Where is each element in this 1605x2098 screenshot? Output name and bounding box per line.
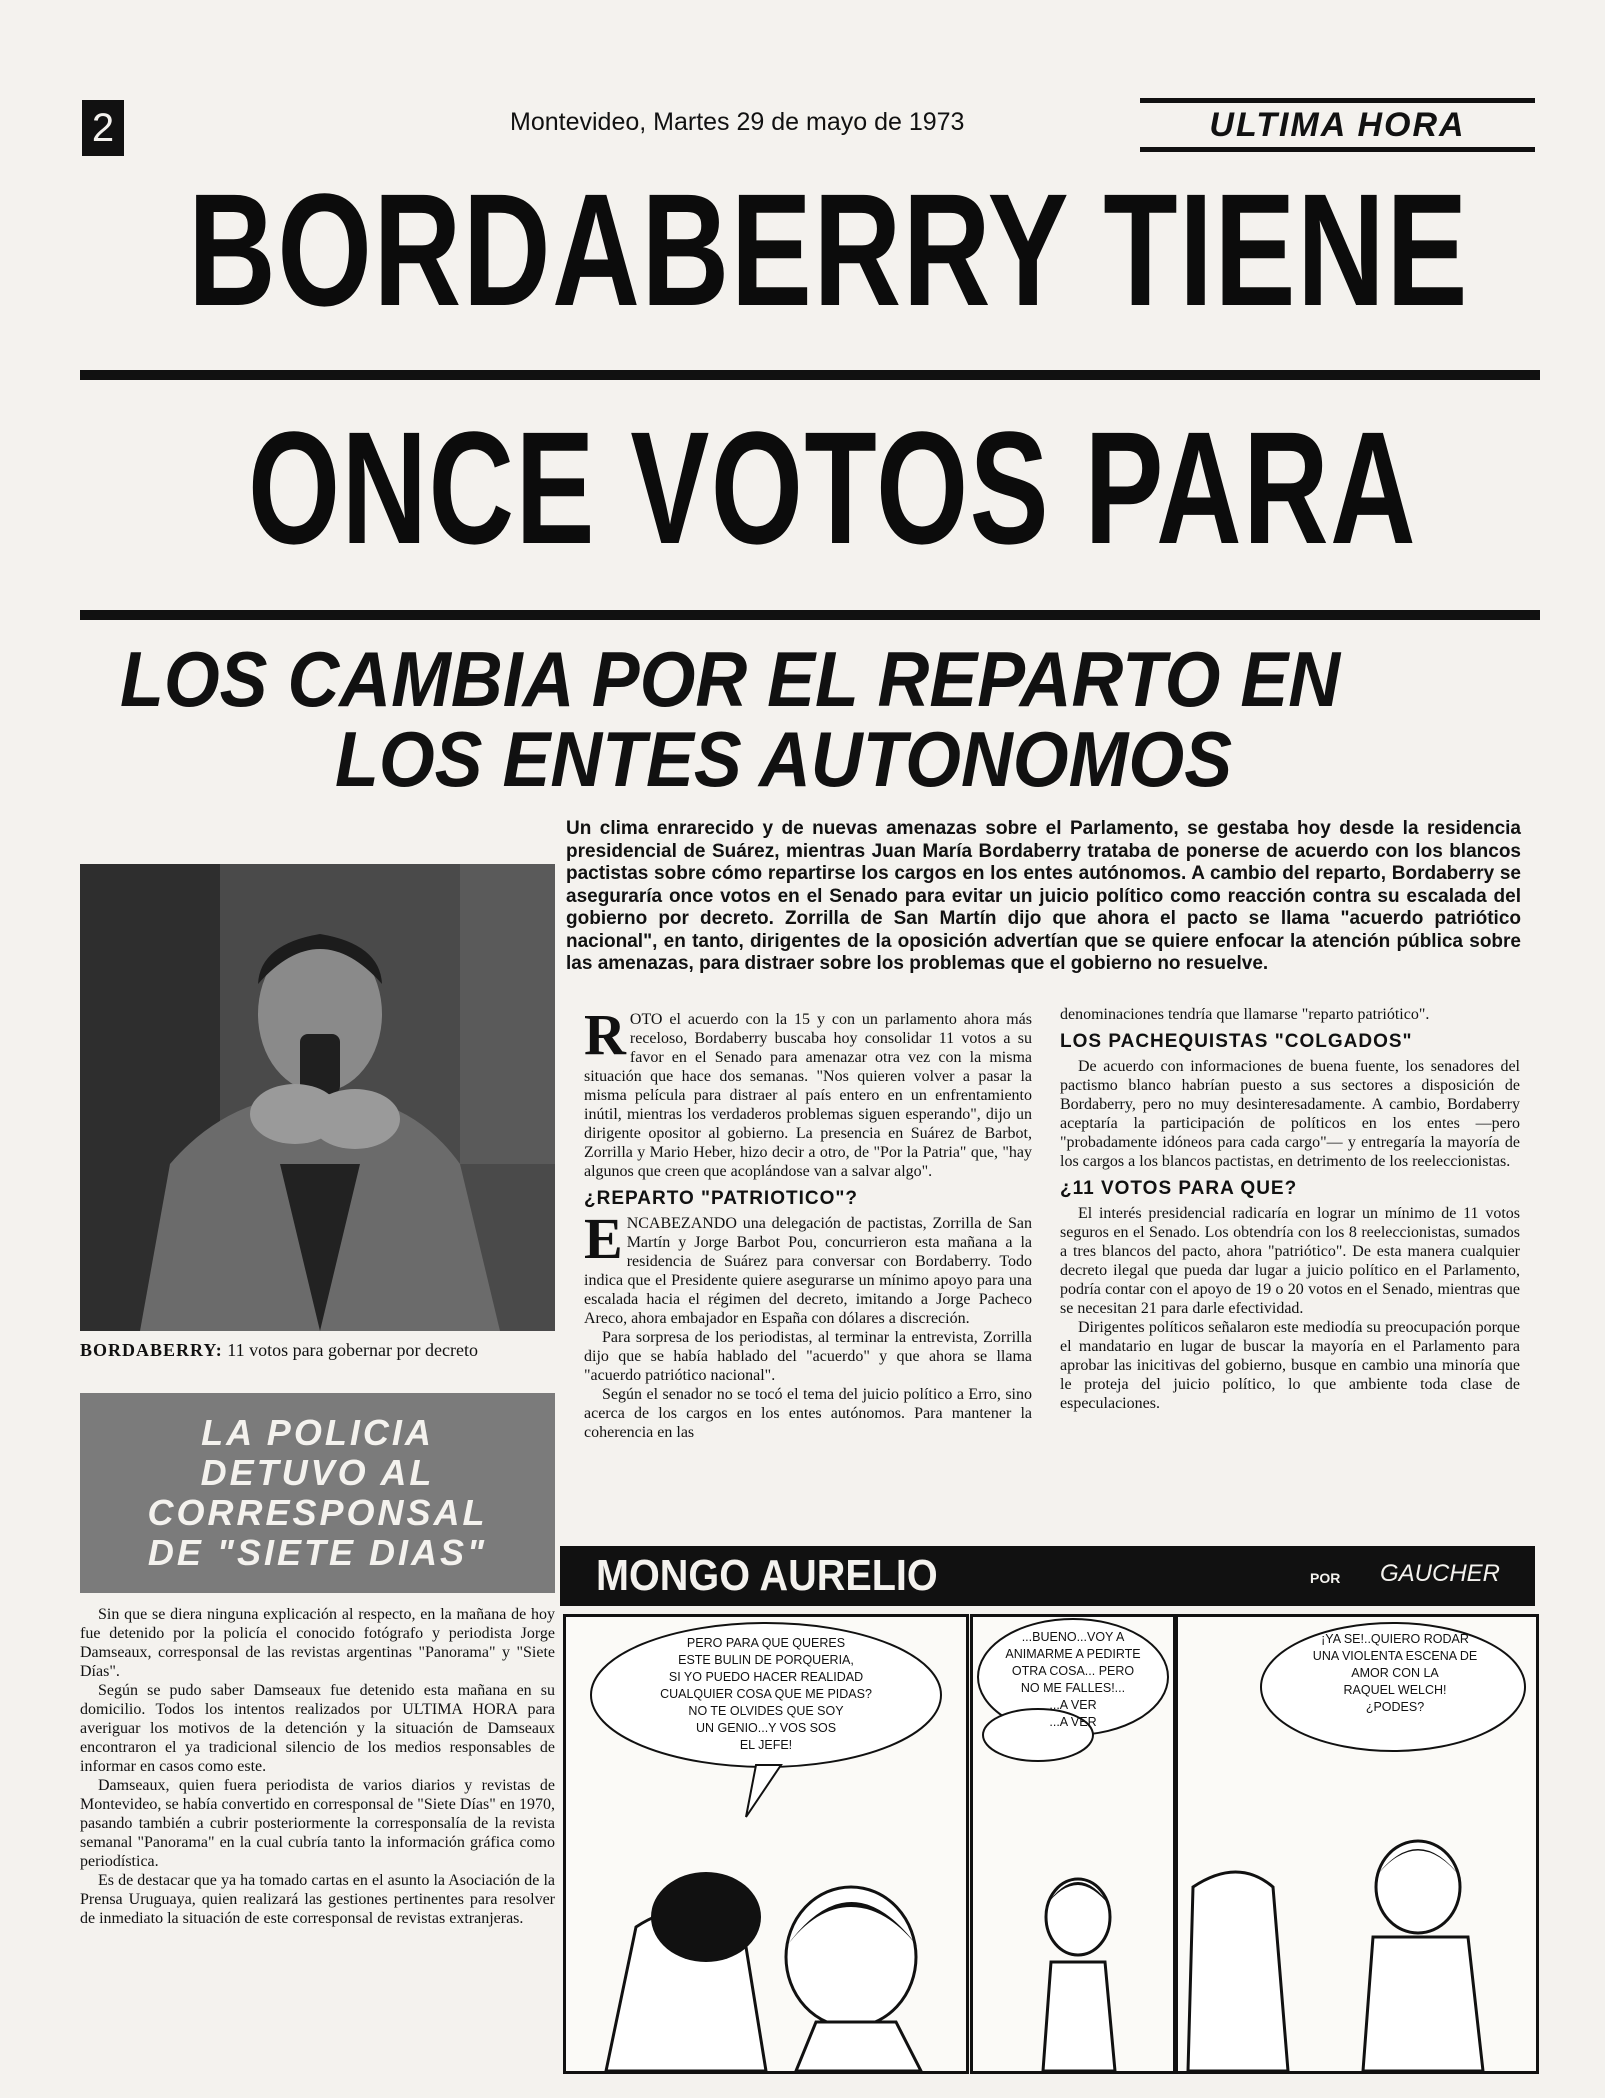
police-box-line-1: LA POLICIA <box>201 1412 434 1453</box>
article-paragraph: denominaciones tendría que llamarse "reparto patriótico". <box>1060 1006 1430 1023</box>
subheadline-line-2: LOS ENTES AUTONOMOS <box>335 715 1233 803</box>
comic-author-signature: GAUCHER <box>1380 1560 1501 1587</box>
caption-name: BORDABERRY: <box>80 1340 223 1360</box>
masthead-logo: ULTIMA HORA <box>1140 98 1535 152</box>
article-column-1 <box>584 1002 1032 1442</box>
dateline: Montevideo, Martes 29 de mayo de 1973 <box>510 108 965 136</box>
panel-1-speech-bubble: PERO PARA QUE QUERES ESTE BULIN DE PORQUERIA, SI YO PUEDO HACER REALIDAD CUALQUIER COSA QUE ME PIDAS? NO TE OLVIDES QUE SOY UN GENIO...Y VOS SOS EL JEFE! <box>660 1636 872 1752</box>
police-article <box>80 1605 555 1928</box>
comic-panel-2 <box>970 1614 1176 2074</box>
headline-line-1: BORDABERRY TIENE <box>188 160 1469 339</box>
article-paragraph: ENCABEZANDO una delegación de pactistas, Zorrilla de San Martín y Jorge Barbot Pou, concurrieron esta mañana a la residencia de Suárez para conversar con Bordaberry. Todo indica que el Presidente quiere asegurarse un mínimo apoyo para una escalada hacia el régimen del decreto, imitando a Jorge Pacheco Areco, ahora embajador en España con dólares a discreción. <box>584 1206 1032 1327</box>
comic-por: POR <box>1310 1570 1341 1586</box>
subheadline-line-1: LOS CAMBIA POR EL REPARTO EN <box>120 635 1341 723</box>
headline-rule-bottom <box>80 610 1540 620</box>
headline-line-2: ONCE VOTOS PARA <box>248 398 1418 577</box>
panel-2-speech-bubble: ...BUENO...VOY A ANIMARME A PEDIRTE OTRA COSA... PERO NO ME FALLES!... ...A VER ...A VER <box>1005 1630 1141 1729</box>
police-paragraph: Sin que se diera ninguna explicación al respecto, en la mañana de hoy fue detenido por la policía el conocido fotógrafo y periodista Jorge Damseaux, corresponsal de las revistas argentinas "Panorama" y "Siete Días". <box>80 1606 555 1680</box>
page-number: 2 <box>82 100 124 156</box>
section-heading: ¿11 VOTOS PARA QUE? <box>1060 1178 1298 1199</box>
police-box-line-3: CORRESPONSAL <box>147 1492 488 1533</box>
panel-3-speech-bubble: ¡YA SE!..QUIERO RODAR UNA VIOLENTA ESCENA DE AMOR CON LA RAQUEL WELCH! ¿PODES? <box>1312 1632 1478 1714</box>
photo-caption <box>80 1340 478 1361</box>
police-headline-box <box>80 1393 555 1593</box>
police-box-line-4: DE "SIETE DIAS" <box>147 1532 488 1573</box>
article-paragraph: Para sorpresa de los periodistas, al terminar la entrevista, Zorrilla dijo que se había hablado del "acuerdo" y que ahora se llama "acuerdo patriótico nacional". <box>584 1329 1032 1384</box>
section-heading: LOS PACHEQUISTAS "COLGADOS" <box>1060 1031 1413 1052</box>
article-paragraph: ROTO el acuerdo con la 15 y con un parlamento ahora más receloso, Bordaberry buscaba hoy consolidar 11 votos a su favor en el Senado para amenazar otra vez con la misma situación que hace dos semanas. "Nos quieren volver a pasar la misma película para distraer al país entero en un enfrentamiento inútil, mientras los verdaderos problemas siguen esperando", dijo un dirigente opositor al gobierno. La presencia en Suárez de Barbot, Zorrilla y Mario Heber, hizo decir a otro, de "Por la Patria" que, "hay algunos que creen que acoplándose van a salvar algo". <box>584 1002 1032 1180</box>
bordaberry-photo <box>80 864 555 1331</box>
article-paragraph: Dirigentes políticos señalaron este mediodía su preocupación porque el mandatario en lugar de buscar la mayoría en el Parlamento para aprobar las inicitivas del gobierno, busque en cambio una minoría que le proteja del juicio político, lo que ambiente toda clase de especulaciones. <box>1060 1319 1520 1412</box>
section-heading: ¿REPARTO "PATRIOTICO"? <box>584 1188 858 1209</box>
dropcap: E <box>584 1206 623 1271</box>
dropcap: R <box>584 1002 626 1067</box>
police-paragraph: Damseaux, quien fuera periodista de varios diarios y revistas de Montevideo, se había convertido en corresponsal de "Siete Días" en 1970, pasando también a cubrir posteriormente la corresponsalía de la revista semanal "Panorama" en la cual cubría tanto la información gráfica como periodística. <box>80 1777 555 1870</box>
article-paragraph: El interés presidencial radicaría en lograr un mínimo de 11 votos seguros en el Senado. Los obtendría con los 8 reeleccionistas, sumados a tres blancos del pacto, ahora "patriótico". De esta manera cualquier decreto ilegal que pueda dar lugar a juicio político en el Parlamento, podría contar con el apoyo de 19 o 20 votos en el Senado, mientras que se necesitan 21 para darle efectividad. <box>1060 1205 1520 1317</box>
headline-rule-top <box>80 370 1540 380</box>
police-paragraph: Es de destacar que ya ha tomado cartas en el asunto la Asociación de la Prensa Uruguaya, quien realizará las gestiones pertinentes para resolver de inmediato la situación de este corresponsal de revistas extranjeras. <box>80 1872 555 1927</box>
article-column-2 <box>1060 1005 1520 1413</box>
article-paragraph: De acuerdo con informaciones de buena fuente, los senadores del pactismo blanco habrían puesto a sus sectores a disposición de Bordaberry, pero no muy desinteresadamente. A cambio, Bordaberry aceptaría la participación de políticos en los entes —pero "probadamente idóneos para cada cargo"— y entregaría la mayoría de los cargos a los blancos pactistas, en detrimento de los reeleccionistas. <box>1060 1058 1520 1170</box>
police-box-line-2: DETUVO AL <box>200 1452 435 1493</box>
police-paragraph: Según se pudo saber Damseaux fue detenido esta mañana en su domicilio. Todos los intentos realizados por ULTIMA HORA para averiguar los motivos de la detención y la situación de Damseaux encontraron el ya tradicional silencio de los medios responsables de informar en casos como este. <box>80 1682 555 1775</box>
comic-panel-1 <box>563 1614 969 2074</box>
lead-paragraph: Un clima enrarecido y de nuevas amenazas sobre el Parlamento, se gestaba hoy desde la residencia presidencial de Suárez, mientras Juan María Bordaberry trataba de ponerse de acuerdo con los blancos pactistas sobre cómo repartirse los cargos en los entes autónomos. A cambio del reparto, Bordaberry se aseguraría once votos en el Senado para evitar un juicio político como reacción contra su escalada del gobierno por decreto. Zorrilla de San Martín dijo que ahora el pacto se llama "acuerdo patriótico nacional", en tanto, dirigentes de la oposición advertían que se quiere enfocar la atención pública sobre las amenazas, para distraer sobre los problemas que el gobierno no resuelve. <box>566 818 1521 974</box>
comic-panel-3 <box>1175 1614 1539 2074</box>
article-paragraph: Según el senador no se tocó el tema del juicio político a Erro, sino acerca de los cargos en los entes autónomos. Para mantener la coherencia en las <box>584 1386 1032 1441</box>
comic-title: MONGO AURELIO <box>596 1551 938 1600</box>
caption-text: 11 votos para gobernar por decreto <box>227 1340 478 1360</box>
